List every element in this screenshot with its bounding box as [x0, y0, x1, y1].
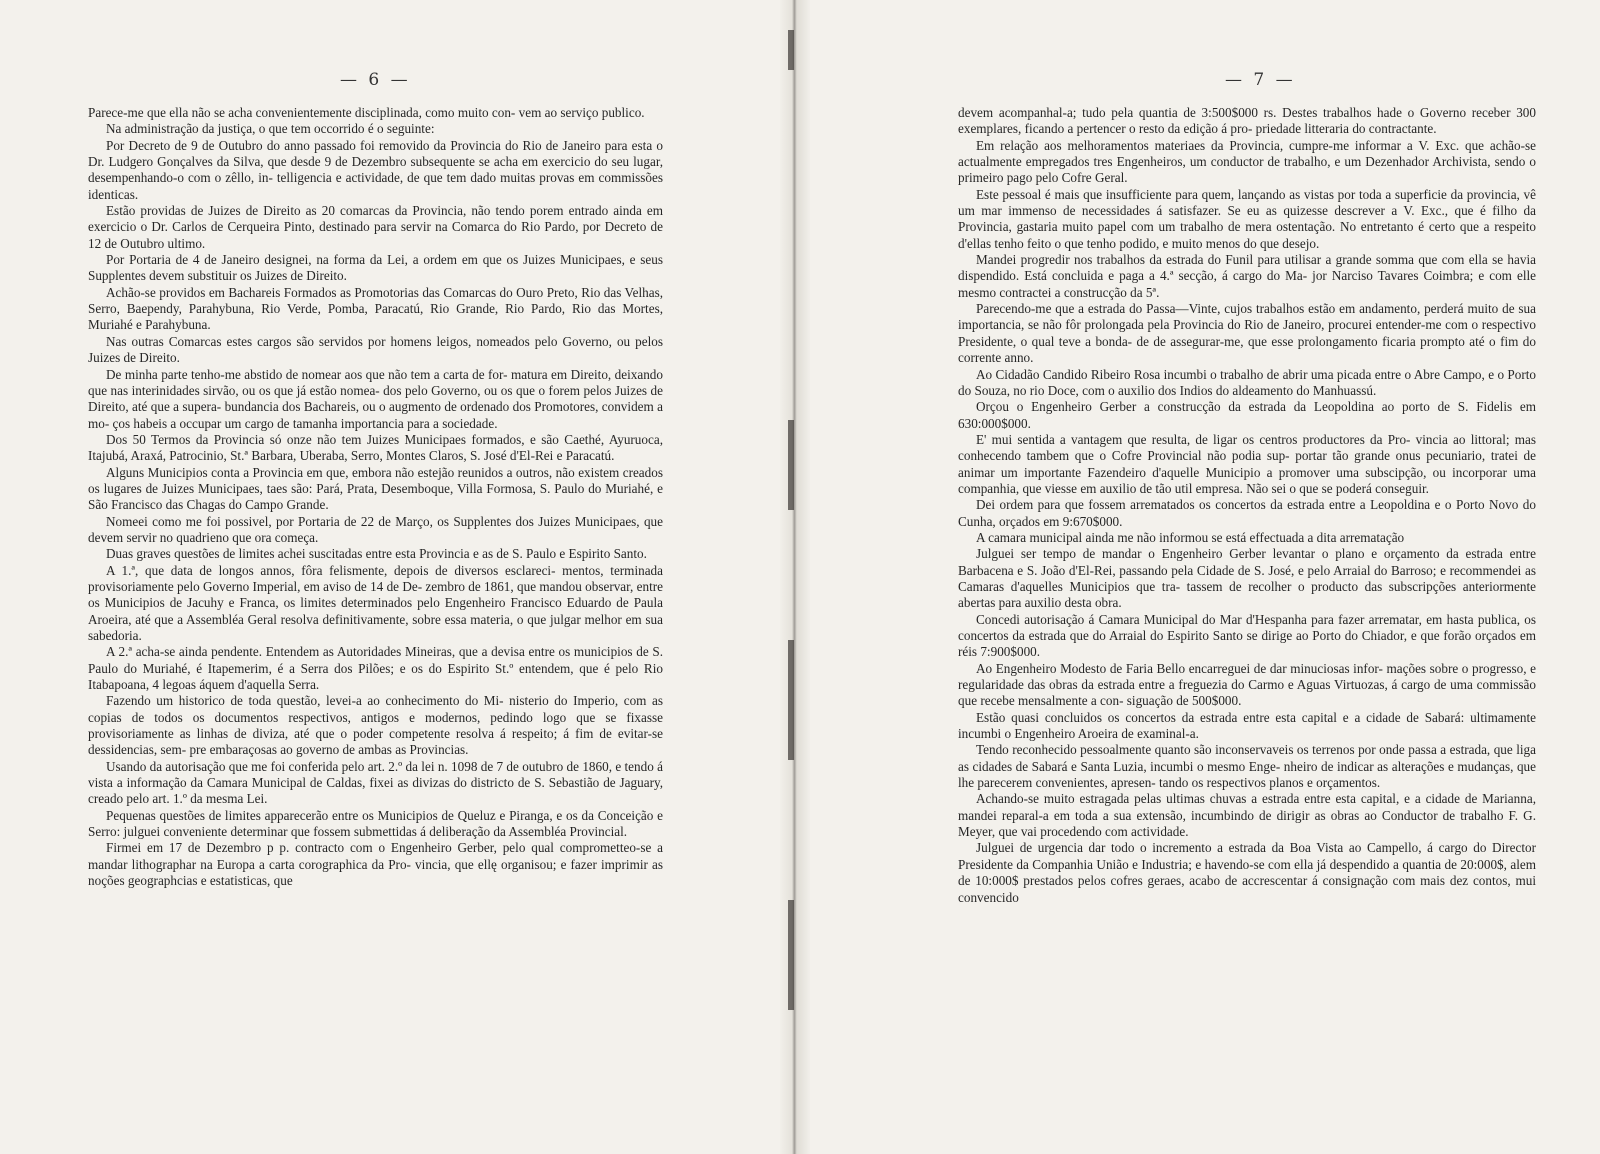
- paragraph: Achão-se providos em Bachareis Formados as Promotorias das Comarcas do Ouro Preto, Rio das Velhas, Serro, Baependy, Parahybuna, Rio Verde, Pomba, Paracatú, Rio Grande, Rio Pardo, Rio das Mortes, Muriahé e Parahybuna.: [88, 284, 663, 333]
- paragraph: De minha parte tenho-me abstido de nomear aos que não tem a carta de for- matura em Direito, deixando que nas interinidades sirvão, ou os que já estão nomea- dos pelo Governo, ou os que o forem pelos Juizes de Direito, até que a supera- bundancia dos Bachareis, ou o augmento de ordenado dos Promotores, convidem a mo- ços habeis a occupar um cargo de tamanha importancia para a sociedade.: [88, 366, 663, 431]
- paragraph: Concedi autorisação á Camara Municipal do Mar d'Hespanha para fazer arrematar, em hasta publica, os concertos da estrada que do Arraial do Espirito Santo se dirige ao Porto do Chiador, e que forão orçados em réis 7:900$000.: [958, 611, 1536, 660]
- page-number: — 7 —: [1225, 70, 1296, 90]
- paragraph: Na administração da justiça, o que tem occorrido é o seguinte:: [106, 121, 435, 137]
- page-text: [958, 105, 1536, 906]
- paragraph: Mandei progredir nos trabalhos da estrada do Funil para utilisar a grande somma que com ella se havia dispendido. Está concluida e paga a 4.ª secção, á cargo do Ma- jor Narciso Tavares Coimbra; e com elle mesmo contractei a construcção da 5ª.: [958, 252, 1536, 300]
- paragraph: Duas graves questões de limites achei suscitadas entre esta Provincia e as de S. Paulo e Espirito Santo.: [106, 546, 647, 562]
- page-text: [88, 105, 663, 890]
- paragraph: E' mui sentida a vantagem que resulta, de ligar os centros productores da Pro- vincia ao littoral; mas conhecendo tambem que o Cofre Provincial não podia sup- portar tão grande onus pecuniario, tratei de animar um importante Fazendeiro d'aquelle Municipio a promover uma subscipção, ou incorporar uma companhia, que viesse em auxilio de tão util empresa. Não sei o que se poderá conseguir.: [958, 431, 1536, 496]
- paragraph: Por Decreto de 9 de Outubro do anno passado foi removido da Provincia do Rio de Janeiro para esta o Dr. Ludgero Gonçalves da Silva, que desde 9 de Dezembro subsequente se acha em exercicio do seu lugar, desempenhando-o com o zêllo, in- telligencia e actividade, de que tem dado muitas provas em commissões identicas.: [88, 137, 663, 202]
- paragraph: Nomeei como me foi possivel, por Portaria de 22 de Março, os Supplentes dos Juizes Municipaes, que devem servir no quadrieno que ora começa.: [88, 513, 663, 545]
- paragraph: Orçou o Engenheiro Gerber a construcção da estrada da Leopoldina ao porto de S. Fidelis em 630:000$000.: [958, 399, 1536, 431]
- paragraph: Ao Engenheiro Modesto de Faria Bello encarreguei de dar minuciosas infor- mações sobre o progresso, e regularidade das obras da estrada entre a freguezia do Carmo e Aguas Virtuozas, á cargo de uma commissão que recebe mensalmente a con- siguação de 500$000.: [958, 660, 1536, 709]
- left-page: [0, 0, 790, 1154]
- paragraph: Alguns Municipios conta a Provincia em que, embora não estejão reunidos a outros, não existem creados os lugares de Juizes Municipaes, taes são: Pará, Prata, Desemboque, Villa Formosa, S. Paulo do Muriahé, e São Francisco das Chagas do Campo Grande.: [88, 464, 663, 513]
- paragraph: A 2.ª acha-se ainda pendente. Entendem as Autoridades Mineiras, que a devisa entre os municipios de S. Paulo do Muriahé, é Itapemerim, é a Serra dos Pilões; e os do Espirito St.º entendem, que é pelo Rio Itabapoana, 4 legoas áquem d'aquella Serra.: [88, 644, 663, 693]
- paragraph: Estão quasi concluidos os concertos da estrada entre esta capital e a cidade de Sabará: ultimamente incumbi o Engenheiro Aroeira de examinal-a.: [958, 709, 1536, 742]
- paragraph: Pequenas questões de limites apparecerão entre os Municipios de Queluz e Piranga, e os da Conceição e Serro: julguei conveniente determinar que fossem submettidas á deliberação da Assembléa Provincial.: [88, 807, 663, 840]
- paragraph: devem acompanhal-a; tudo pela quantia de 3:500$000 rs. Destes trabalhos hade o Governo receber 300 exemplares, ficando a pertencer o resto da edição á pro- priedade litteraria do contractante.: [958, 105, 1536, 137]
- paragraph: Usando da autorisação que me foi conferida pelo art. 2.º da lei n. 1098 de 7 de outubro de 1860, e tendo á vista a informação da Camara Municipal de Caldas, fixei as divizas do districto de S. Sebastião de Jaguary, creado pelo art. 1.º da mesma Lei.: [88, 758, 663, 807]
- paragraph: Fazendo um historico de toda questão, levei-a ao conhecimento do Mi- nisterio do Imperio, com as copias de todos os documentos respectivos, antigos e modernos, pedindo logo que se fixasse provisoriamente as linhas de diviza, até que o poder competente resolva á respeito; á fim de evitar-se dessidencias, sem- pre embaraçosas ao governo de ambas as Provincias.: [88, 693, 663, 758]
- paragraph: A camara municipal ainda me não informou se está effectuada a dita arrematação: [976, 529, 1405, 545]
- paragraph: Estão providas de Juizes de Direito as 20 comarcas da Provincia, não tendo porem entrado ainda em exercicio o Dr. Carlos de Cerqueira Pinto, destinado para servir na Comarca do Rio Pardo, por Decreto de 12 de Outubro ultimo.: [88, 203, 663, 251]
- paragraph: Por Portaria de 4 de Janeiro designei, na forma da Lei, a ordem em que os Juizes Municipaes, e seus Supplentes devem substituir os Juizes de Direito.: [88, 252, 663, 284]
- paragraph: Ao Cidadão Candido Ribeiro Rosa incumbi o trabalho de abrir uma picada entre o Abre Campo, e o Porto do Souza, no rio Doce, com o auxilio dos Indios do aldeamento do Manhuassú.: [958, 366, 1536, 398]
- paragraph: Dos 50 Termos da Provincia só onze não tem Juizes Municipaes formados, e são Caethé, Ayuruoca, Itajubá, Araxá, Patrocinio, St.ª Barbara, Uberaba, Serro, Montes Claros, S. José d'El-Rei e Paracatú.: [88, 431, 663, 464]
- paragraph: Parecendo-me que a estrada do Passa—Vinte, cujos trabalhos estão em andamento, perderá muito de sua importancia, se não fôr prolongada pela Provincia do Rio de Janeiro, procurei entender-me com o respectivo Presidente, o qual teve a bonda- de de assegurar-me, que esse prolongamento ficaria prompto até o fim do corrente anno.: [958, 301, 1536, 366]
- paragraph: Julguei de urgencia dar todo o incremento a estrada da Boa Vista ao Campello, á cargo do Director Presidente da Companhia União e Industria; e havendo-se com ella já despendido a quantia de 20:000$, alem de 10:000$ prestados pelos cofres geraes, acabo de accrescentar á consignação com mais dez contos, mui convencido: [958, 840, 1536, 905]
- paragraph: Julguei ser tempo de mandar o Engenheiro Gerber levantar o plano e orçamento da estrada entre Barbacena e S. João d'El-Rei, passando pela Cidade de S. José, e pelo Arraial do Barroso; e recommendei as Camaras d'aquelles Municipios que tra- tassem de recolher o producto das subscripções anteriormente abertas para auxilio desta obra.: [958, 546, 1536, 611]
- paragraph: Firmei em 17 de Dezembro p p. contracto com o Engenheiro Gerber, pelo qual comprometteo-se a mandar lithographar na Europa a carta corographica da Pro- vincia, que ellę organisou; e fazer imprimir as noções geographcias e estatisticas, que: [88, 840, 663, 889]
- paragraph: Em relação aos melhoramentos materiaes da Provincia, cumpre-me informar a V. Exc. que achão-se actualmente empregados tres Engenheiros, um conductor de trabalho, e um Dezenhador Archivista, sendo o primeiro pago pelo Cofre Geral.: [958, 137, 1536, 186]
- paragraph: Parece-me que ella não se acha convenientemente disciplinada, como muito con- vem ao serviço publico.: [88, 105, 645, 120]
- paragraph: Tendo reconhecido pessoalmente quanto são inconservaveis os terrenos por onde passa a estrada, que liga as cidades de Sabará e Santa Luzia, incumbi o mesmo Enge- nheiro de indicar as alterações e mudanças, que lhe parecerem convenientes, apresen- tando os respectivos planos e orçamentos.: [958, 742, 1536, 791]
- paragraph: Este pessoal é mais que insufficiente para quem, lançando as vistas por toda a superficie da provincia, vê um mar immenso de necessidades á satisfazer. Se eu as quizesse descrever a V. Exc., que é filho da Provincia, gastaria muito papel com um trabalho de mera ostentação. No entretanto é certo que a respeito d'ellas tenho feito o que tenho podido, e muito menos do que desejo.: [958, 186, 1536, 251]
- right-page: [810, 0, 1600, 1154]
- paragraph: A 1.ª, que data de longos annos, fôra felismente, depois de diversos esclareci- mentos, terminada provisoriamente pelo Governo Imperial, em aviso de 14 de De- zembro de 1861, que mandou observar, entre os Municipios de Jacuhy e Franca, os limites determinados pelo Engenheiro Francisco Eduardo de Paula Aroeira, até que a Assembléa Geral resolva definitivamente, sobre essa materia, o que julgar melhor em sua sabedoria.: [88, 562, 663, 643]
- paragraph: Dei ordem para que fossem arrematados os concertos da estrada entre a Leopoldina e o Porto Novo do Cunha, orçados em 9:670$000.: [958, 497, 1536, 529]
- paragraph: Achando-se muito estragada pelas ultimas chuvas a estrada entre esta capital, e a cidade de Marianna, mandei reparal-a em toda a sua extensão, incumbindo de dirigir as obras ao Conductor de trabalho F. G. Meyer, que vai procedendo com actividade.: [958, 791, 1536, 840]
- paragraph: Nas outras Comarcas estes cargos são servidos por homens leigos, nomeados pelo Governo, ou pelos Juizes de Direito.: [88, 333, 663, 366]
- page-number: — 6 —: [340, 70, 411, 90]
